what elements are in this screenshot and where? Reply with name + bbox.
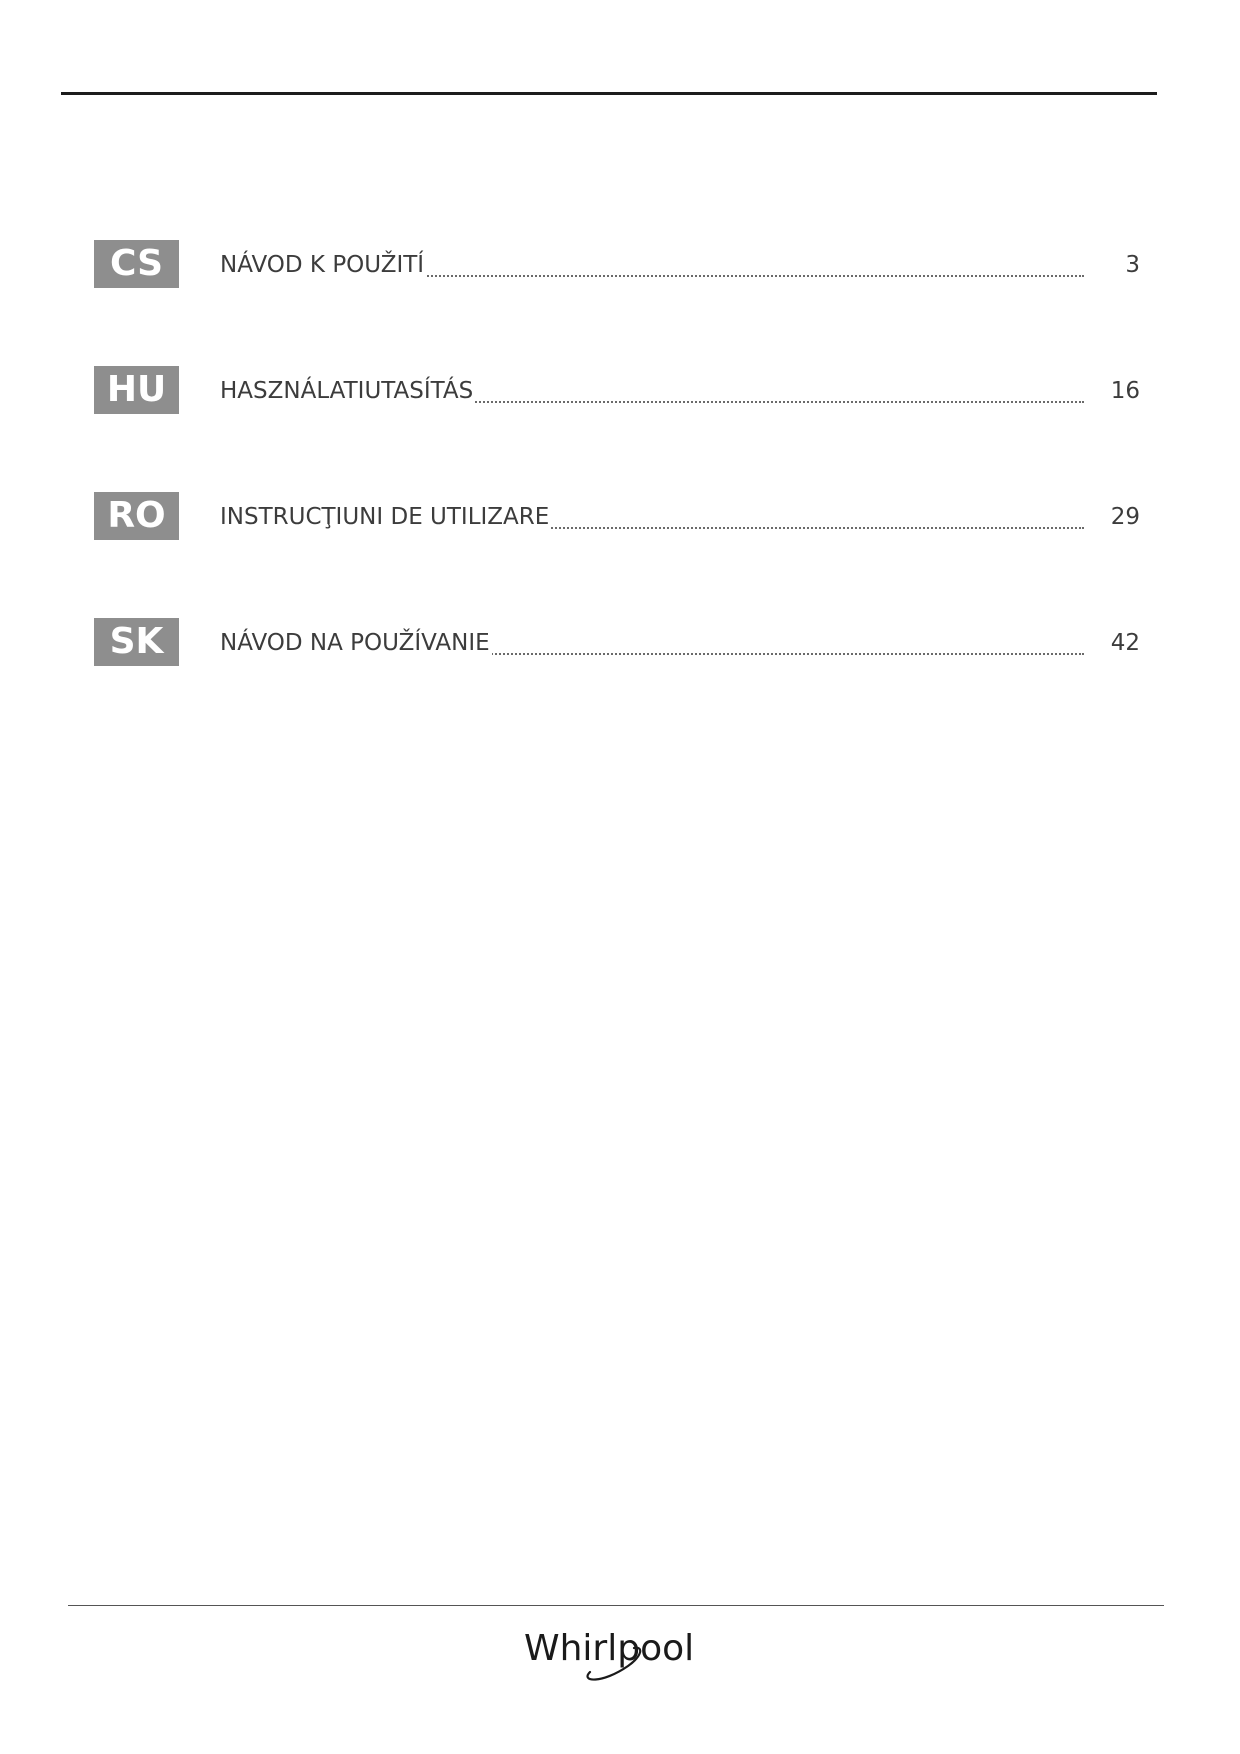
toc-entry-sk[interactable] [94,618,1140,666]
brand-wordmark: Whirlpool [524,1628,695,1669]
top-divider [61,92,1157,95]
toc-entry-title-ro: INSTRUCŢIUNI DE UTILIZARE [220,504,550,530]
toc-entry-hu[interactable] [94,366,1140,414]
toc-entry-title-hu: HASZNÁLATIUTASÍTÁS [220,378,474,404]
toc-entry-cs[interactable] [94,240,1140,288]
language-badge-hu: HU [94,366,179,414]
toc-page-number-ro: 29 [1110,504,1140,530]
whirlpool-logo [520,1616,720,1686]
language-badge-ro: RO [94,492,179,540]
toc-entry-title-cs: NÁVOD K POUŽITÍ [220,252,425,278]
toc-entry-ro[interactable] [94,492,1140,540]
toc-page-number-sk: 42 [1110,630,1140,656]
toc-page-number-cs: 3 [1125,252,1140,278]
language-badge-cs: CS [94,240,179,288]
toc-page-number-hu: 16 [1110,378,1140,404]
toc-entry-title-sk: NÁVOD NA POUŽÍVANIE [220,630,490,656]
language-badge-sk: SK [94,618,179,666]
bottom-divider [68,1605,1164,1606]
